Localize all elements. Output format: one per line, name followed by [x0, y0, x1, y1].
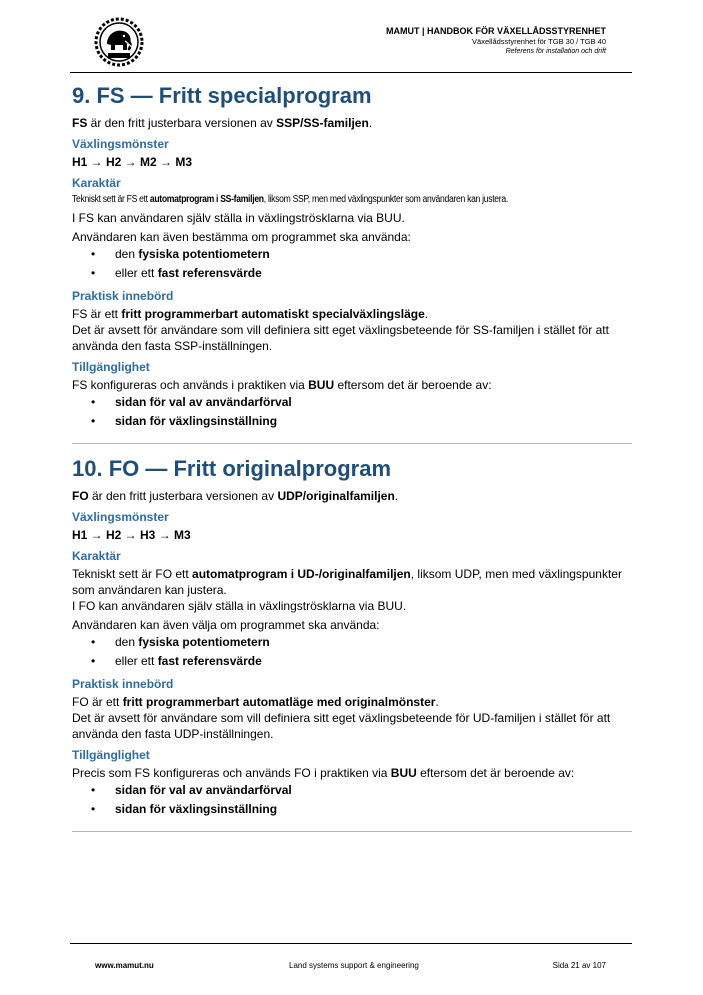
- choice-list: [72, 633, 632, 671]
- choice-bold: fast referensvärde: [157, 654, 262, 668]
- list-item: [72, 800, 632, 819]
- intro-family: SSP/SS-familjen: [276, 116, 369, 130]
- dependency-list: [72, 781, 632, 819]
- list-item: [72, 412, 632, 431]
- list-item: [72, 781, 632, 800]
- pattern-text: H1 → H2 → H3 → M3: [72, 528, 191, 542]
- choice-bold: fysiska potentiometern: [138, 635, 270, 649]
- list-item: [72, 652, 632, 671]
- practical-text-2: Det är avsett för användare som vill definiera sitt eget växlingsbeteende för SS-familjen i stället för att använda den fasta SSP-inställningen.: [72, 323, 609, 353]
- dependency-list: [72, 393, 632, 431]
- character-heading: Karaktär: [72, 549, 121, 563]
- list-item: [72, 264, 632, 283]
- list-item: [72, 633, 632, 652]
- choice-bold: fast referensvärde: [157, 266, 262, 280]
- practical-bold: fritt programmerbart automatiskt specialväxlingsläge: [121, 307, 425, 321]
- footer-website: www.mamut.nu: [95, 961, 154, 970]
- mamut-logo-icon: [94, 17, 144, 67]
- char-bold: automatprogram i UD-/originalfamiljen: [192, 567, 411, 581]
- char-text-1: Tekniskt sett är FO ett: [72, 567, 193, 581]
- choose-text: Användaren kan även välja om programmet ska använda:: [72, 618, 380, 632]
- footer-divider: [70, 943, 632, 944]
- practical-text-1: [72, 694, 632, 710]
- list-item: [72, 245, 632, 264]
- pattern-heading: Växlingsmönster: [72, 137, 169, 151]
- section-intro: [72, 488, 632, 504]
- footer-page-number: Sida 21 av 107: [552, 961, 606, 970]
- header-tagline: Referens för installation och drift: [505, 48, 606, 55]
- dependency-item: sidan för växlingsinställning: [115, 802, 278, 816]
- character-text: [72, 193, 554, 207]
- avail-bold: BUU: [308, 378, 335, 392]
- avail-prefix: FS konfigureras och används i praktiken via: [72, 378, 309, 392]
- practical-prefix: FS är ett: [72, 307, 122, 321]
- practical-prefix: FO är ett: [72, 695, 123, 709]
- choice-prefix: eller ett: [115, 266, 158, 280]
- header-subtitle: Växellådsstyrenhet för TGB 30 / TGB 40: [472, 37, 606, 46]
- char-bold: automatprogram i SS-familjen: [149, 194, 264, 205]
- char-text-2: , liksom SSP, men med växlingspunkter som användaren kan justera.: [263, 194, 508, 205]
- threshold-text: I FS kan användaren själv ställa in växlingströsklarna via BUU.: [72, 211, 405, 225]
- avail-end: eftersom det är beroende av:: [334, 378, 492, 392]
- choice-prefix: eller ett: [115, 654, 158, 668]
- header-title: MAMUT | HANDBOK FÖR VÄXELLÅDSSTYRENHET: [385, 26, 606, 36]
- practical-heading: Praktisk innebörd: [72, 677, 174, 691]
- section-intro: [72, 115, 632, 131]
- intro-text: är den fritt justerbara versionen av: [87, 116, 277, 130]
- section-fs: [72, 82, 632, 431]
- section-divider: [72, 831, 632, 832]
- pattern-heading: Växlingsmönster: [72, 510, 169, 524]
- intro-family: UDP/originalfamiljen: [277, 489, 395, 503]
- shift-pattern: [72, 154, 632, 170]
- choice-prefix: den: [115, 635, 139, 649]
- choice-bold: fysiska potentiometern: [138, 247, 270, 261]
- intro-end: .: [368, 116, 373, 130]
- character-heading: Karaktär: [72, 176, 121, 190]
- section-title: 10. FO — Fritt originalprogram: [72, 456, 392, 481]
- choice-prefix: den: [115, 247, 139, 261]
- intro-term: FS: [72, 116, 88, 130]
- page-content: [72, 82, 632, 843]
- dependency-item: sidan för växlingsinställning: [115, 414, 278, 428]
- character-text: [72, 566, 632, 598]
- intro-end: .: [394, 489, 399, 503]
- availability-text: [72, 377, 632, 393]
- practical-end: .: [424, 307, 429, 321]
- shift-pattern: [72, 527, 632, 543]
- pattern-text: H1 → H2 → M2 → M3: [72, 155, 193, 169]
- practical-bold: fritt programmerbart automatläge med originalmönster: [122, 695, 436, 709]
- list-item: [72, 393, 632, 412]
- threshold-text: I FO kan användaren själv ställa in växlingströsklarna via BUU.: [72, 599, 407, 613]
- choose-text: Användaren kan även bestämma om programmet ska använda:: [72, 230, 411, 244]
- avail-prefix: Precis som FS konfigureras och används FO i praktiken via: [72, 766, 391, 780]
- availability-heading: Tillgänglighet: [72, 748, 150, 762]
- dependency-item: sidan för val av användarförval: [115, 395, 292, 409]
- section-fo: [72, 455, 632, 819]
- practical-text-1: [72, 306, 632, 322]
- practical-end: .: [435, 695, 439, 709]
- dependency-item: sidan för val av användarförval: [115, 783, 292, 797]
- availability-heading: Tillgänglighet: [72, 360, 150, 374]
- section-title: 9. FS — Fritt specialprogram: [72, 83, 372, 108]
- practical-text-2: Det är avsett för användare som vill definiera sitt eget växlingsbeteende för UD-familjen i stället för att använda den fasta UDP-inställningen.: [72, 711, 611, 741]
- document-header: [386, 26, 606, 56]
- char-text-2: , liksom UDP, men med växlingspunkter som användaren kan justera.: [72, 567, 622, 597]
- avail-bold: BUU: [390, 766, 417, 780]
- availability-text: [72, 765, 632, 781]
- practical-heading: Praktisk innebörd: [72, 289, 174, 303]
- section-divider: [72, 443, 632, 444]
- intro-term: FO: [72, 489, 89, 503]
- header-divider: [70, 72, 632, 73]
- char-text-1: Tekniskt sett är FS ett: [72, 194, 150, 205]
- avail-end: eftersom det är beroende av:: [416, 766, 575, 780]
- intro-text: är den fritt justerbara versionen av: [88, 489, 278, 503]
- choice-list: [72, 245, 632, 283]
- footer-company: Land systems support & engineering: [289, 961, 419, 970]
